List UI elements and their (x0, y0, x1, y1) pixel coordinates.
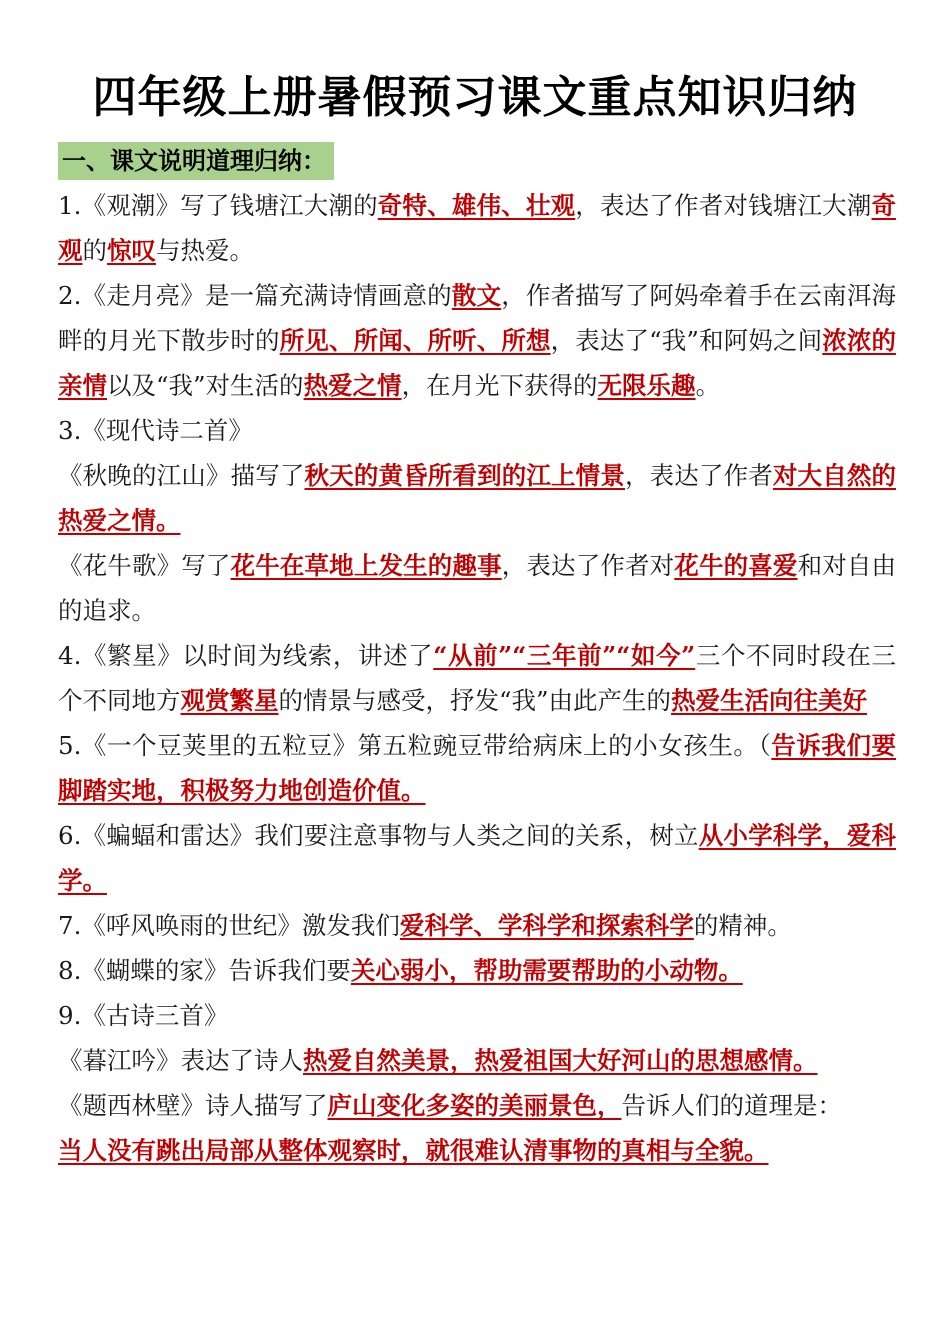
item-8 (58, 948, 896, 993)
item-1-text: 的 (82, 236, 107, 265)
item-2-text: 2.《走月亮》是一篇充满诗情画意的 (58, 281, 452, 310)
item-2-key: 散文 (451, 281, 502, 310)
item-3a-text: 《秋晚的江山》描写了 (58, 461, 305, 490)
item-1-text: 与热爱。 (156, 236, 254, 265)
item-8-text: 8.《蝴蝶的家》告诉我们要 (58, 956, 351, 985)
item-5-key: 告诉我们要脚踏实地，积极努力地创造价值。 (58, 731, 897, 805)
section-heading: 一、课文说明道理归纳： (58, 142, 334, 180)
item-5 (58, 723, 896, 813)
item-3b-text: ，表达了作者对 (501, 551, 675, 580)
item-3b (58, 543, 896, 633)
item-5-text: 5.《一个豆荚里的五粒豆》第五粒豌豆带给病床上的小女孩生。（ (58, 731, 772, 760)
item-2-text: 以及“我”对生活的 (107, 371, 304, 400)
item-1-text: 1.《观潮》写了钱塘江大潮的 (58, 191, 378, 220)
item-2-text: ，在月光下获得的 (401, 371, 598, 400)
item-9-heading: 9.《古诗三首》 (58, 1001, 229, 1030)
item-3-heading: 3.《现代诗二首》 (58, 416, 253, 445)
item-6 (58, 813, 896, 903)
item-1-key: 惊叹 (107, 236, 156, 265)
item-4-text: 的情景与感受，抒发“我”由此产生的 (278, 686, 672, 715)
item-3b-key: 花牛的喜爱 (674, 551, 798, 580)
item-2 (58, 273, 896, 408)
item-3b-key: 花牛在草地上发生的趣事 (230, 551, 502, 580)
item-7-text: 的精神。 (693, 911, 792, 940)
item-4-key: “从前”“三年前”“如今” (433, 641, 696, 670)
item-1 (58, 183, 896, 273)
item-6-key: 从小学科学，爱科学。 (58, 821, 897, 895)
item-7 (58, 903, 896, 948)
item-3a-key: 秋天的黄昏所看到的江上情景 (304, 461, 625, 490)
item-9b (58, 1083, 896, 1128)
content-body (58, 183, 896, 1173)
item-9b-text: 《题西林壁》诗人描写了 (58, 1091, 328, 1120)
item-2-key: 无限乐趣 (597, 371, 696, 400)
item-4-key: 热爱生活向往美好 (671, 686, 868, 715)
item-3a (58, 453, 896, 543)
item-3a-key: 对大自然的热爱之情。 (58, 461, 897, 535)
item-3a-text: ，表达了作者 (624, 461, 773, 490)
item-9a-text: 《暮江吟》表达了诗人 (58, 1046, 303, 1075)
item-4 (58, 633, 896, 723)
item-2-text: ，表达了“我”和阿妈之间 (550, 326, 823, 355)
item-1-key: 奇观 (58, 191, 897, 265)
item-4-key: 观赏繁星 (180, 686, 279, 715)
item-3b-text: 和对自由的追求。 (58, 551, 897, 625)
item-9a (58, 1038, 896, 1083)
item-1-text: ，表达了作者对钱塘江大潮 (575, 191, 872, 220)
item-8-key: 关心弱小，帮助需要帮助的小动物。 (350, 956, 743, 985)
item-4-text: 三个不同时段在三个不同地方 (58, 641, 897, 715)
page-title: 四年级上册暑假预习课文重点知识归纳 (92, 72, 858, 123)
item-2-key: 浓浓的亲情 (58, 326, 897, 400)
item-7-key: 爱科学、学科学和探索科学 (399, 911, 694, 940)
item-3b-text: 《花牛歌》写了 (58, 551, 231, 580)
item-1-key: 奇特、雄伟、壮观 (377, 191, 576, 220)
item-2-text: 。 (695, 371, 721, 400)
item-2-key: 热爱之情 (303, 371, 402, 400)
item-9a-key: 热爱自然美景，热爱祖国大好河山的思想感情。 (303, 1046, 818, 1075)
item-4-text: 4.《繁星》以时间为线索，讲述了 (58, 641, 434, 670)
item-2-text: ，作者描写了阿妈牵着手在云南洱海畔的月光下散步时的 (58, 281, 897, 355)
item-9c (58, 1128, 896, 1173)
item-2-key: 所见、所闻、所听、所想 (279, 326, 551, 355)
item-9c-key: 当人没有跳出局部从整体观察时，就很难认清事物的真相与全貌。 (58, 1136, 769, 1165)
item-9b-key: 庐山变化多姿的美丽景色， (327, 1091, 622, 1120)
item-9b-text: 告诉人们的道理是： (621, 1091, 842, 1120)
item-7-text: 7.《呼风唤雨的世纪》激发我们 (58, 911, 400, 940)
item-6-text: 6.《蝙蝠和雷达》我们要注意事物与人类之间的关系，树立 (58, 821, 699, 850)
